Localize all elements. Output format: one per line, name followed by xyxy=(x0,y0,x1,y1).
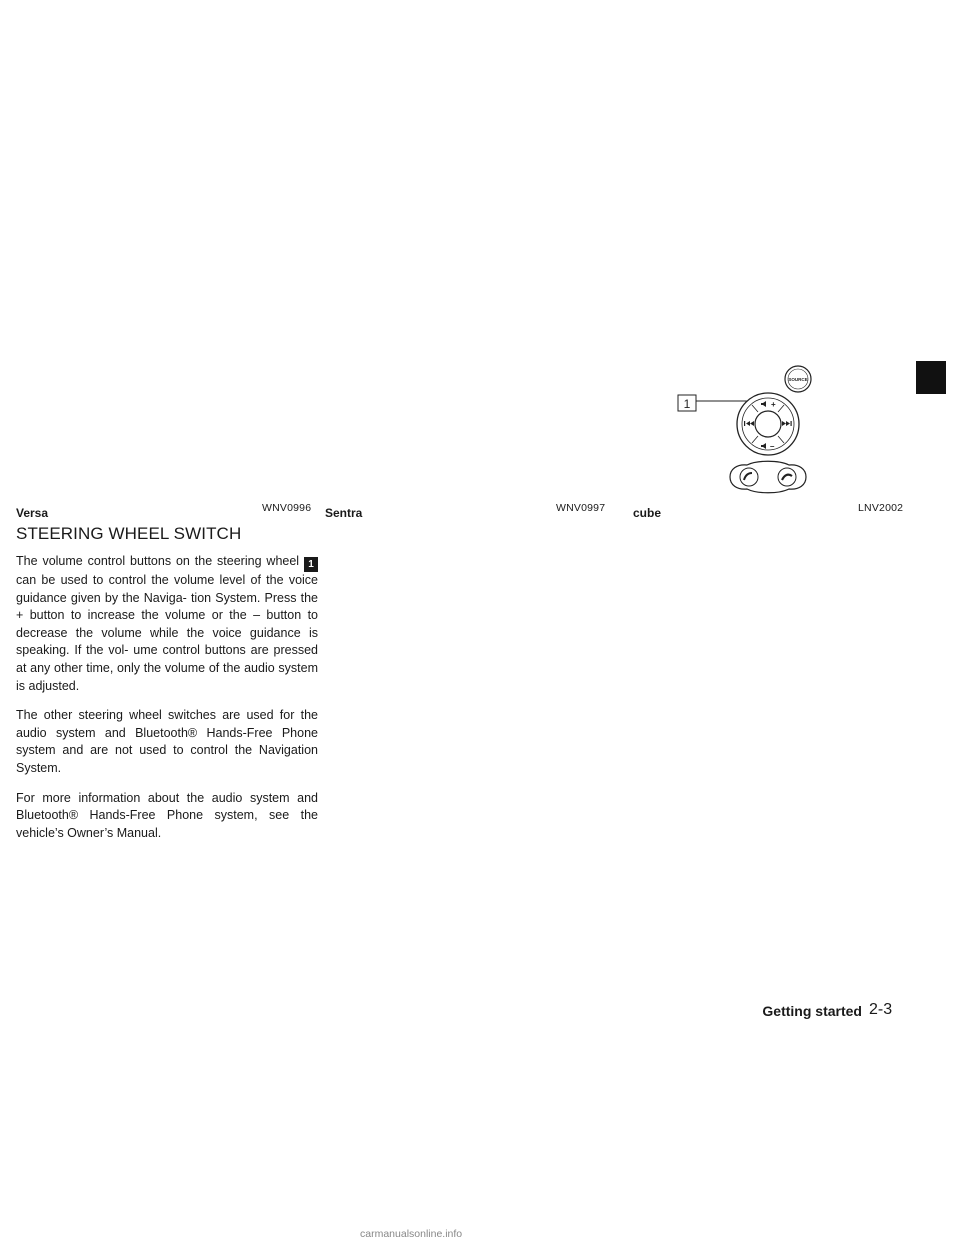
volume-pad-drawing xyxy=(737,393,799,455)
paragraph-1-before: The volume control buttons on the steering wheel xyxy=(16,554,300,568)
chapter-side-tab xyxy=(916,361,946,394)
paragraph-1 xyxy=(16,553,318,695)
svg-text:+: + xyxy=(771,400,776,409)
section-heading: STEERING WHEEL SWITCH xyxy=(16,524,242,543)
callout-1-badge: 1 xyxy=(304,557,318,572)
steering-switch-diagram xyxy=(670,360,820,495)
phone-switch-drawing xyxy=(730,461,806,493)
paragraph-3: For more information about the audio system and Bluetooth® Hands-Free Phone system, see the vehicle’s Owner’s Manual. xyxy=(16,790,318,840)
figure-label-sentra: Sentra xyxy=(325,506,363,520)
footer-page-number: 2-3 xyxy=(869,1001,893,1018)
figure-label-cube: cube xyxy=(633,506,662,520)
watermark: carmanualsonline.info xyxy=(360,1228,463,1240)
source-button-drawing xyxy=(785,366,811,392)
figure-label-versa: Versa xyxy=(16,506,49,520)
figure-code-sentra: WNV0997 xyxy=(556,502,606,514)
paragraph-2: The other steering wheel switches are used for the audio system and Bluetooth® Hands-Free Phone system and are not used to control the Navigation System. xyxy=(16,708,318,775)
callout-1-number: 1 xyxy=(683,397,691,411)
figure-code-cube: LNV2002 xyxy=(858,502,904,514)
callout-1-box xyxy=(678,395,696,411)
footer-section-title: Getting started xyxy=(762,1003,862,1019)
body-text xyxy=(16,553,318,854)
svg-text:–: – xyxy=(770,442,775,451)
paragraph-1-after: can be used to control the volume level of the voice guidance given by the Naviga- tion System. Press the + button to increase the volume or the – button to decrease the volume while the voice guidance is speaking. If the vol- ume control buttons are pressed at any other time, only the volume of the audio system is adjusted. xyxy=(16,573,318,693)
figure-code-versa: WNV0996 xyxy=(262,502,312,514)
source-button-text: SOURCE xyxy=(788,377,808,382)
